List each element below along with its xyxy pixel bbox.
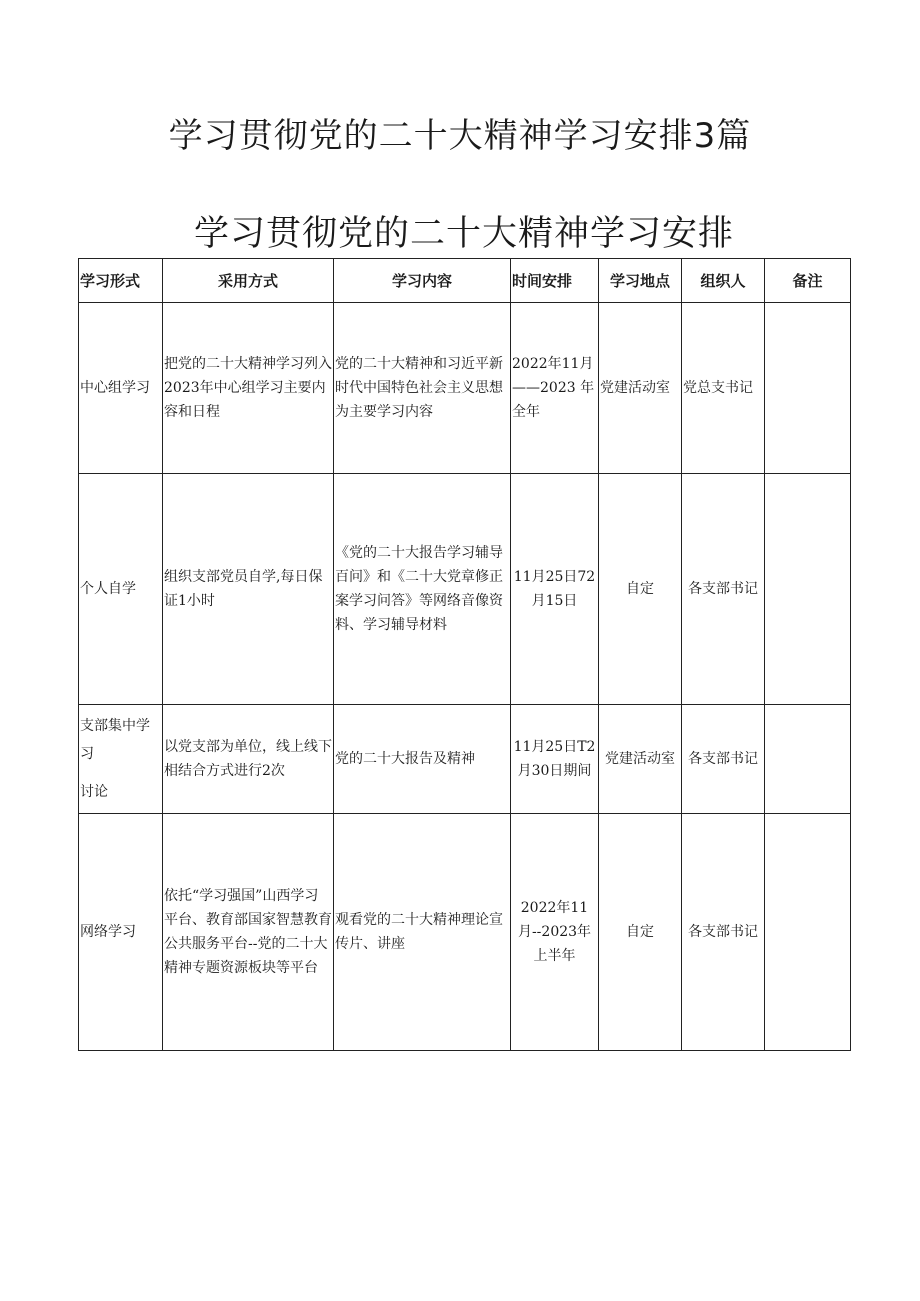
cell-form-line2: 讨论 (80, 784, 108, 800)
table-row (79, 474, 851, 705)
study-plan-table (78, 258, 851, 1051)
table-row (79, 705, 851, 814)
header-time: 时间安排 (511, 259, 599, 303)
cell-method: 组织支部党员自学,每日保证1小时 (163, 474, 334, 705)
cell-time: 11月25日72月15日 (511, 474, 599, 705)
cell-content: 《党的二十大报告学习辅导百问》和《二十大党章修正案学习问答》等网络音像资料、学习辅导材料 (334, 474, 511, 705)
cell-place: 党建活动室 (599, 705, 682, 814)
cell-content: 党的二十大精神和习近平新时代中国特色社会主义思想为主要学习内容 (334, 303, 511, 474)
cell-method: 以党支部为单位，线上线下相结合方式进行2次 (163, 705, 334, 814)
cell-form: 网络学习 (79, 814, 163, 1051)
header-place: 学习地点 (599, 259, 682, 303)
cell-place: 自定 (599, 814, 682, 1051)
cell-place: 党建活动室 (599, 303, 682, 474)
cell-content: 党的二十大报告及精神 (334, 705, 511, 814)
cell-content: 观看党的二十大精神理论宣传片、讲座 (334, 814, 511, 1051)
table-header-row (79, 259, 851, 303)
table-title: 学习贯彻党的二十大精神学习安排 (193, 214, 734, 254)
header-form: 学习形式 (79, 259, 163, 303)
cell-organizer: 各支部书记 (682, 474, 765, 705)
cell-form: 中心组学习 (79, 303, 163, 474)
cell-time: 2022年11月——2023 年全年 (511, 303, 599, 474)
header-content: 学习内容 (334, 259, 511, 303)
header-method: 采用方式 (163, 259, 334, 303)
cell-organizer: 各支部书记 (682, 814, 765, 1051)
cell-remark (765, 303, 851, 474)
cell-organizer: 党总支书记 (682, 303, 765, 474)
cell-place: 自定 (599, 474, 682, 705)
cell-remark (765, 705, 851, 814)
header-remark: 备注 (765, 259, 851, 303)
cell-remark (765, 474, 851, 705)
table-row (79, 814, 851, 1051)
cell-remark (765, 814, 851, 1051)
cell-method: 依托“学习强国”山西学习平台、教育部国家智慧教育公共服务平台--党的二十大精神专题资源板块等平台 (163, 814, 334, 1051)
document-title: 学习贯彻党的二十大精神学习安排3篇 (168, 116, 752, 156)
cell-time: 2022年11月--2023年上半年 (511, 814, 599, 1051)
table-row (79, 303, 851, 474)
cell-form-line1: 支部集中学习 (80, 718, 150, 762)
cell-time: 11月25日T2月30日期间 (511, 705, 599, 814)
cell-form (79, 705, 163, 814)
header-organizer: 组织人 (682, 259, 765, 303)
cell-organizer: 各支部书记 (682, 705, 765, 814)
cell-method: 把党的二十大精神学习列入2023年中心组学习主要内容和日程 (163, 303, 334, 474)
cell-form: 个人自学 (79, 474, 163, 705)
